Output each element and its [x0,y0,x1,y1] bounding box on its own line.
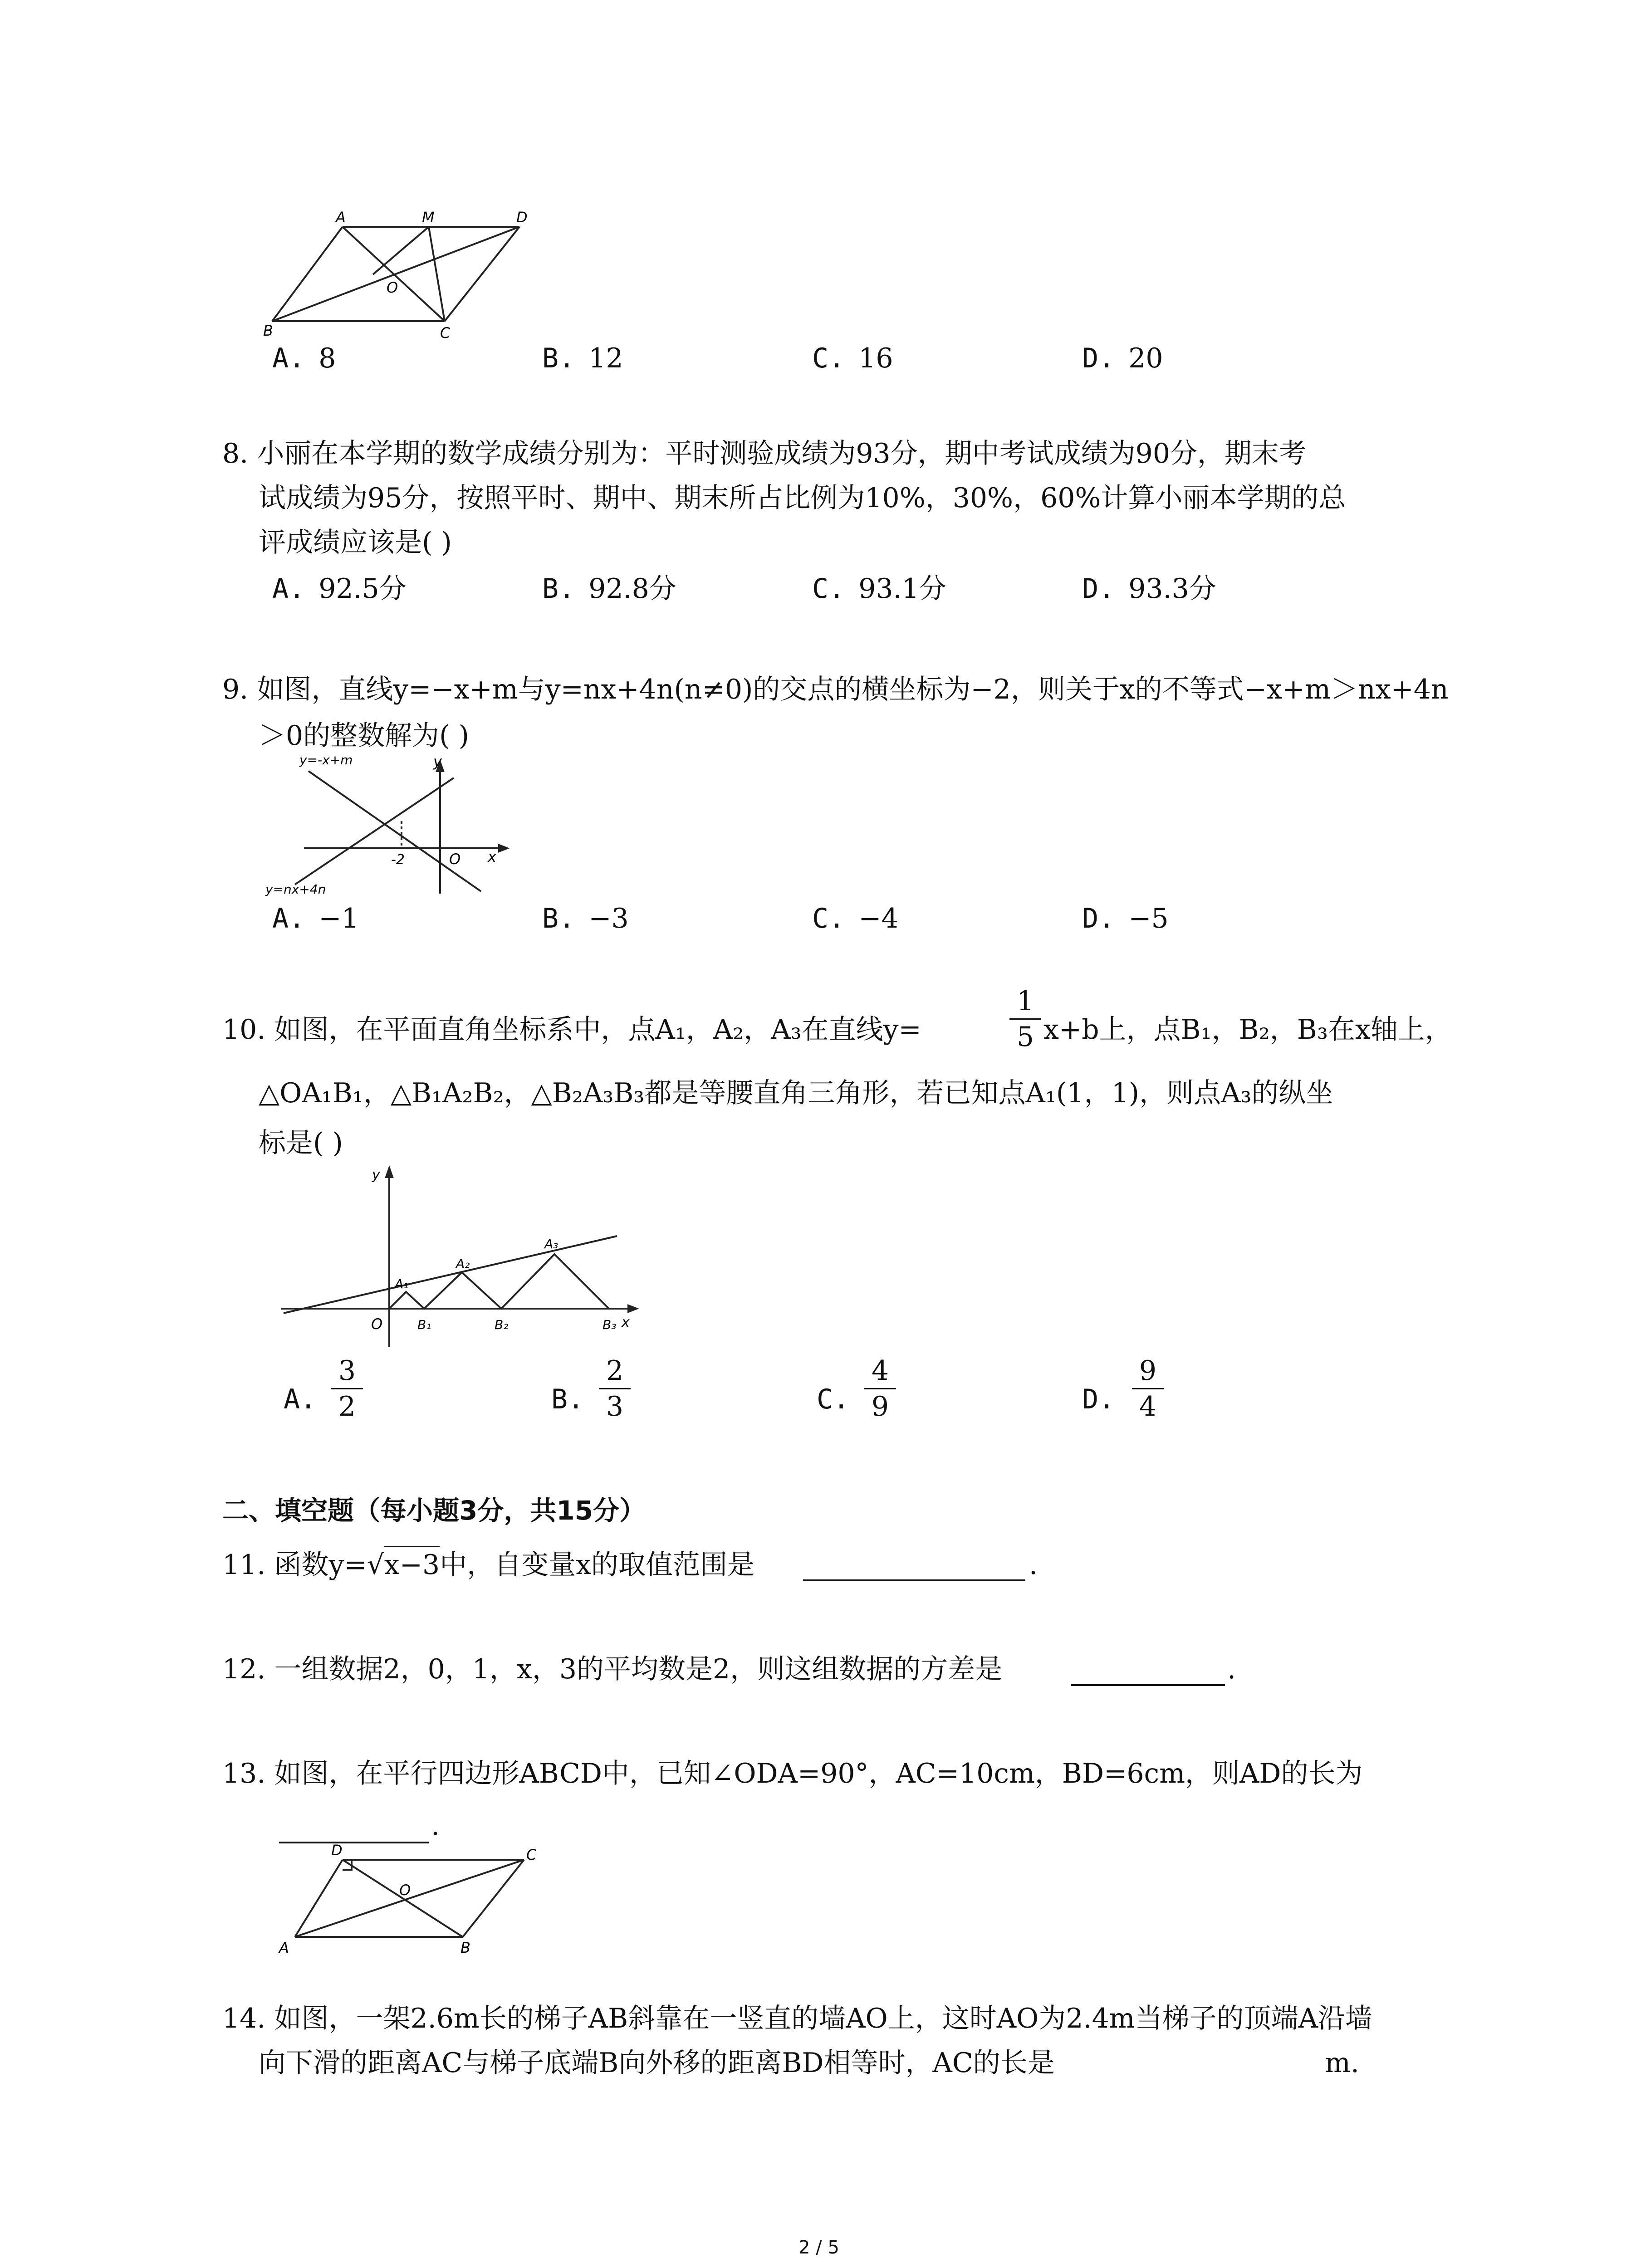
q14-line-1: 14. 如图，一架2.6m长的梯子AB斜靠在一竖直的墙AO上，这时AO为2.4m当梯子的顶端A沿墙 [222,2003,1372,2034]
q10-option-a-den: 2 [338,1391,356,1422]
q9-label-y: y [433,753,442,770]
q10-label-y: y [372,1167,380,1183]
q10-option-b-key: B. [551,1383,584,1415]
q8-option-c: C. 93.1分 [812,573,946,605]
q10-line-1b: x+b上，点B₁，B₂，B₃在x轴上， [1043,1014,1452,1046]
q10-fraction-den: 5 [1016,1021,1034,1053]
q10-option-d-key: D. [1082,1383,1115,1415]
q10-option-d-frac [1132,1356,1164,1421]
q11-pre: 11. 函数y= [222,1549,367,1581]
q10-label-a3: A₃ [544,1237,558,1251]
q10-option-c-num: 4 [871,1355,889,1387]
q12-line: 12. 一组数据2，0，1，x，3的平均数是2，则这组数据的方差是 [222,1653,1003,1685]
q8-option-a: A. 92.5分 [272,573,407,605]
q10-option-a-num: 3 [338,1355,356,1387]
q10-option-d-num: 9 [1139,1355,1157,1387]
q9-option-b: B. −3 [542,903,629,934]
q10-label-b3: B₃ [603,1317,617,1332]
q11-sqrt-sign: √ [367,1549,384,1581]
q11-radicand: x−3 [384,1546,440,1581]
q10-option-b-frac [599,1356,631,1421]
q11-end: . [1029,1549,1038,1581]
q9-label-line2: y=nx+4n [265,882,326,897]
q13-label-c: C [526,1846,537,1863]
q7-option-d: D. 20 [1082,342,1163,374]
q11-post: 中，自变量x的取值范围是 [440,1549,755,1581]
q10-figure [272,1161,644,1352]
q10-label-b1: B₁ [417,1317,431,1332]
q7-label-d: D [516,209,528,226]
q10-option-c-key: C. [817,1383,850,1415]
q10-label-x: x [622,1315,630,1330]
q7-option-b: B. 12 [542,342,623,374]
q10-option-b-den: 3 [606,1391,624,1422]
q13-line: 13. 如图，在平行四边形ABCD中，已知∠ODA=90°，AC=10cm，BD=6cm，则AD的长为 [222,1758,1363,1789]
q9-figure [259,753,540,898]
q8-option-d: D. 93.3分 [1082,573,1216,605]
q7-label-o: O [387,279,398,296]
q7-label-m: M [422,209,435,226]
q13-end: . [431,1810,440,1842]
q10-option-a-frac [331,1356,363,1421]
q10-option-c-frac [864,1356,896,1421]
q10-fraction [1009,987,1041,1051]
q8-option-b: B. 92.8分 [542,573,676,605]
q10-label-b2: B₂ [495,1317,509,1332]
q13-label-a: A [279,1939,289,1956]
q13-label-o: O [399,1882,411,1899]
q11-line [222,1551,754,1579]
q10-line-1a: 10. 如图，在平面直角坐标系中，点A₁，A₂，A₃在直线y= [222,1014,921,1046]
q8-line-2: 试成绩为95分，按照平时、期中、期末所占比例为10%，30%，60%计算小丽本学期的总 [259,482,1346,514]
q7-label-b: B [263,322,273,339]
q10-option-a-key: A. [284,1383,317,1415]
q9-line-2: ＞0的整数解为( ) [259,720,470,752]
q10-label-a2: A₂ [456,1256,470,1271]
q7-figure [254,209,544,340]
q11-answer-blank[interactable] [803,1579,1025,1581]
q10-label-o: O [371,1315,383,1333]
q7-option-a: A. 8 [272,342,336,374]
q10-label-a1: A₁ [395,1276,409,1291]
q10-option-b-num: 2 [606,1355,624,1387]
q14-unit: m. [1325,2047,1359,2079]
q12-answer-blank[interactable] [1071,1684,1225,1686]
q14-line-2: 向下滑的距离AC与梯子底端B向外移的距离BD相等时，AC的长是 [259,2047,1055,2079]
q7-label-a: A [336,209,346,226]
q13-figure [268,1842,558,1960]
section-heading: 二、填空题（每小题3分，共15分） [222,1495,646,1526]
q9-label-o: O [449,850,461,868]
q8-line-3: 评成绩应该是( ) [259,527,452,558]
q13-label-d: D [331,1842,343,1859]
q9-label-line1: y=-x+m [299,753,353,767]
q13-label-b: B [460,1939,470,1956]
q10-option-d-den: 4 [1139,1391,1157,1422]
q7-label-c: C [440,324,451,340]
q7-option-c: C. 16 [812,342,893,374]
q9-label-minus2: -2 [391,852,405,868]
q9-option-a: A. −1 [272,903,359,934]
q8-line-1: 8. 小丽在本学期的数学成绩分别为：平时测验成绩为93分，期中考试成绩为90分，期末考 [222,438,1307,469]
q9-label-x: x [488,848,496,865]
q10-option-c-den: 9 [871,1391,889,1422]
q10-line-2: △OA₁B₁，△B₁A₂B₂，△B₂A₃B₃都是等腰直角三角形，若已知点A₁(1，1)，则点A₃的纵坐 [259,1077,1333,1109]
page-number: 2 / 5 [798,2237,839,2258]
q10-line-3: 标是( ) [259,1127,343,1159]
q9-line-1: 9. 如图，直线y=−x+m与y=nx+4n(n≠0)的交点的横坐标为−2，则关于x的不等式−x+m＞nx+4n [222,674,1449,705]
q12-end: . [1227,1653,1236,1685]
q9-option-d: D. −5 [1082,903,1169,934]
q9-option-c: C. −4 [812,903,899,934]
q10-fraction-num: 1 [1016,985,1034,1017]
